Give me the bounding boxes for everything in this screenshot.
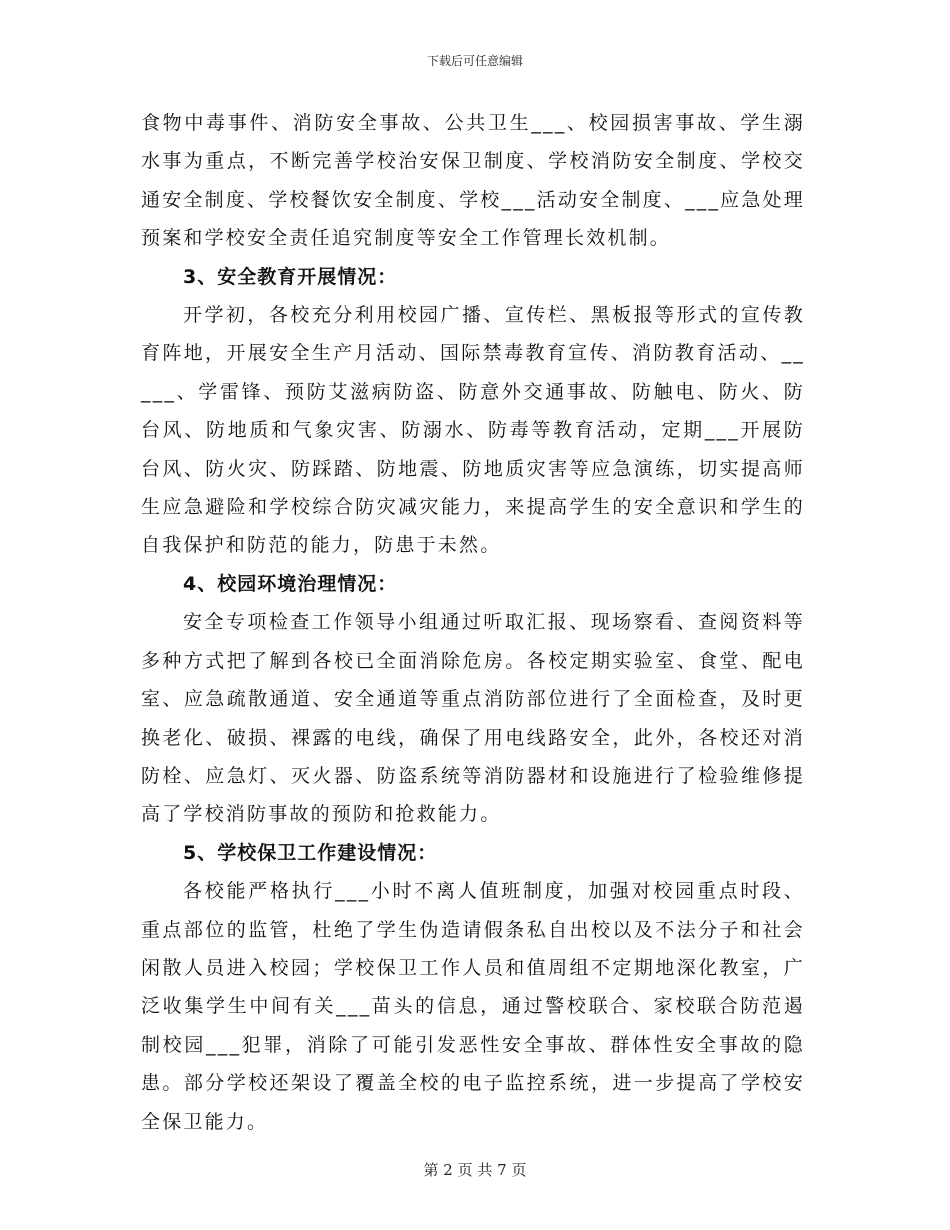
- paragraph-school-security: 各校能严格执行___小时不离人值班制度，加强对校园重点时段、重点部位的监管，杜绝了学生伪造请假条私自出校以及不法分子和社会闲散人员进入校园；学校保卫工作人员和值周组不定期地深化教室，广泛收集学生中间有关___苗头的信息，通过警校联合、家校联合防范遏制校园___犯罪，消除了可能引发恶性安全事故、群体性安全事故的隐患。部分学校还架设了覆盖全校的电子监控系统，进一步提高了学校安全保卫能力。: [141, 880, 805, 1133]
- paragraph-safety-education: 开学初，各校充分利用校园广播、宣传栏、黑板报等形式的宣传教育阵地，开展安全生产月活动、国际禁毒教育宣传、消防教育活动、_____、学雷锋、预防艾滋病防盗、防意外交通事故、防触电、防火、防台风、防地质和气象灾害、防溺水、防毒等教育活动，定期___开展防台风、防火灾、防踩踏、防地震、防地质灾害等应急演练，切实提高师生应急避险和学校综合防灾减灾能力，来提高学生的安全意识和学生的自我保护和防范的能力，防患于未然。: [141, 304, 805, 557]
- heading-safety-education: 3、安全教育开展情况：: [183, 265, 398, 288]
- page-header: 下载后可任意编辑: [426, 54, 523, 68]
- paragraph-safety-system: 食物中毒事件、消防安全事故、公共卫生___、校园损害事故、学生溺水事为重点，不断完善学校治安保卫制度、学校消防安全制度、学校交通安全制度、学校餐饮安全制度、学校___活动安全制度、___应急处理预案和学校安全责任追究制度等安全工作管理长效机制。: [141, 112, 805, 250]
- document-body: [141, 104, 805, 1141]
- page-footer: 第 2 页 共 7 页: [423, 1161, 527, 1179]
- heading-campus-environment: 4、校园环境治理情况：: [183, 572, 398, 595]
- heading-school-security: 5、学校保卫工作建设情况：: [183, 841, 438, 864]
- paragraph-campus-environment: 安全专项检查工作领导小组通过听取汇报、现场察看、查阅资料等多种方式把了解到各校已全面消除危房。各校定期实验室、食堂、配电室、应急疏散通道、安全通道等重点消防部位进行了全面检查，及时更换老化、破损、裸露的电线，确保了用电线路安全，此外，各校还对消防栓、应急灯、灭火器、防盗系统等消防器材和设施进行了检验维修提高了学校消防事故的预防和抢救能力。: [141, 611, 805, 826]
